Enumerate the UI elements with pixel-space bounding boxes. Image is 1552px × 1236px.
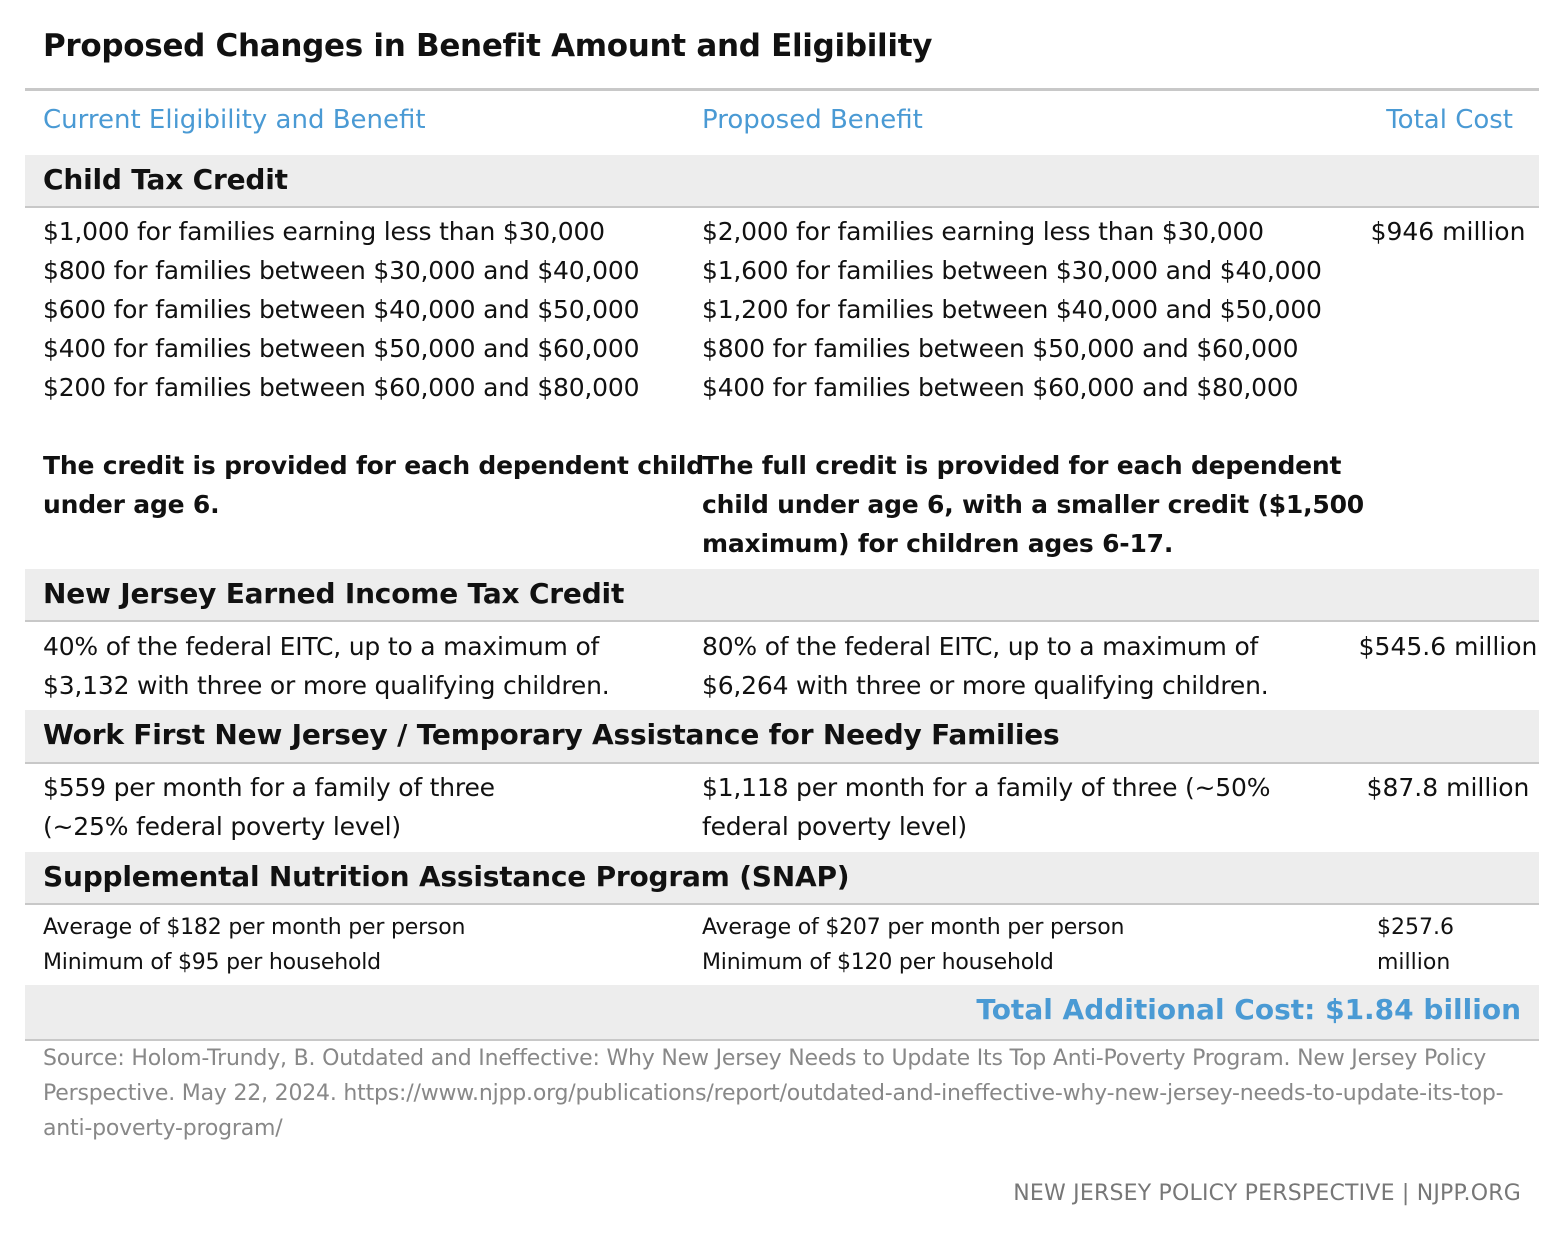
page-title: Proposed Changes in Benefit Amount and Eligibility (43, 28, 933, 64)
benefit-line: $400 for families between $50,000 and $60,000 (43, 334, 640, 363)
benefit-line: $800 for families between $30,000 and $40,000 (43, 256, 640, 285)
section-title: New Jersey Earned Income Tax Credit (43, 577, 625, 610)
benefit-line: $200 for families between $60,000 and $80,000 (43, 373, 640, 402)
eligibility-note-line: The credit is provided for each dependent child (43, 451, 704, 480)
benefit-line: $2,000 for families earning less than $30,000 (702, 217, 1264, 246)
current-benefit-cell (43, 768, 495, 846)
benefit-line: 40% of the federal EITC, up to a maximum of (43, 632, 600, 661)
eligibility-note-line: child under age 6, with a smaller credit ($1,500 (702, 490, 1364, 519)
eligibility-note-line: maximum) for children ages 6-17. (702, 529, 1174, 558)
section-header-nj-eitc (25, 569, 1539, 622)
total-additional-cost: Total Additional Cost: $1.84 billion (976, 993, 1521, 1026)
total-cost-cell (1358, 212, 1538, 251)
section-title: Work First New Jersey / Temporary Assistance for Needy Families (43, 718, 1060, 751)
section-header-snap (25, 852, 1539, 905)
benefit-line: $3,132 with three or more qualifying children. (43, 671, 610, 700)
total-cost-cell (1377, 910, 1517, 980)
benefit-line: $1,600 for families between $30,000 and $40,000 (702, 256, 1322, 285)
cost-unit: million (1454, 632, 1538, 661)
section-header-child-tax-credit (25, 155, 1539, 208)
benefit-line: $400 for families between $60,000 and $80,000 (702, 373, 1299, 402)
benefit-line: Average of $207 per month per person (702, 915, 1125, 940)
cost-amount: $87.8 (1366, 773, 1439, 802)
section-title: Child Tax Credit (43, 163, 288, 196)
proposed-benefit-cell (702, 910, 1124, 980)
total-cost-cell (1358, 768, 1538, 807)
benefit-line: $1,118 per month for a family of three (~50% (702, 773, 1271, 802)
cost-amount: $257.6 (1377, 915, 1454, 940)
cost-unit: million (1377, 950, 1451, 975)
benefit-line: 80% of the federal EITC, up to a maximum of (702, 632, 1259, 661)
proposed-benefit-cell (702, 212, 1364, 563)
benefit-line: Average of $182 per month per person (43, 915, 466, 940)
column-header-cost: Total Cost (1386, 105, 1513, 135)
benefit-line: $1,200 for families between $40,000 and $50,000 (702, 295, 1322, 324)
cost-unit: million (1446, 773, 1530, 802)
current-benefit-cell (43, 212, 704, 524)
current-benefit-cell (43, 627, 609, 705)
cost-amount: $545.6 (1358, 632, 1447, 661)
column-header-proposed: Proposed Benefit (702, 105, 923, 135)
section-title: Supplemental Nutrition Assistance Program (SNAP) (43, 860, 850, 893)
top-divider (25, 88, 1539, 91)
source-citation: Source: Holom-Trundy, B. Outdated and Ineffective: Why New Jersey Needs to Update Its Top Anti-Poverty Program. New Jersey Policy Perspective. May 22, 2024. https://www.njpp.org/publications/report/outdated-and-ineffective-why-new-jersey-needs-to-update-its-top-anti-poverty-program/ (43, 1046, 1504, 1141)
benefit-line: $1,000 for families earning less than $30,000 (43, 217, 605, 246)
total-cost-cell (1358, 627, 1538, 666)
current-benefit-cell (43, 910, 465, 980)
cost-unit: million (1442, 217, 1526, 246)
benefit-line: Minimum of $120 per household (702, 950, 1054, 975)
benefit-line: Minimum of $95 per household (43, 950, 381, 975)
benefit-line: $6,264 with three or more qualifying children. (702, 671, 1269, 700)
cost-amount: $946 (1370, 217, 1435, 246)
proposed-benefit-cell (702, 768, 1270, 846)
benefit-line: federal poverty level) (702, 812, 967, 841)
benefit-line: $600 for families between $40,000 and $50,000 (43, 295, 640, 324)
benefit-line: (~25% federal poverty level) (43, 812, 401, 841)
column-header-current: Current Eligibility and Benefit (43, 105, 426, 135)
benefit-line: $800 for families between $50,000 and $60,000 (702, 334, 1299, 363)
eligibility-note-line: The full credit is provided for each dependent (702, 451, 1342, 480)
section-header-work-first-tanf (25, 710, 1539, 764)
eligibility-note-line: under age 6. (43, 490, 220, 519)
proposed-benefit-cell (702, 627, 1268, 705)
benefit-line: $559 per month for a family of three (43, 773, 495, 802)
total-row (25, 985, 1539, 1041)
footer-brand: NEW JERSEY POLICY PERSPECTIVE | NJPP.ORG (1013, 1181, 1521, 1206)
